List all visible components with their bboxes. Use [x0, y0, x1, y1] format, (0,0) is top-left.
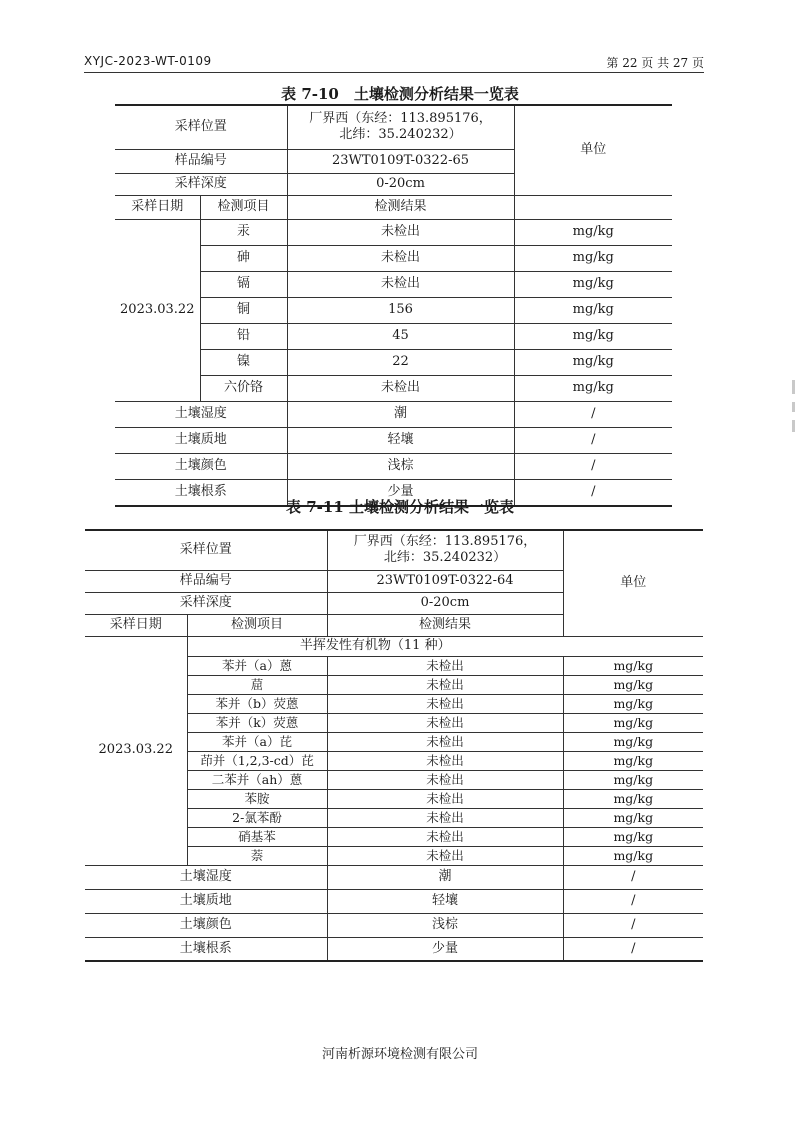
- test-result: 未检出: [287, 375, 514, 401]
- test-result: 未检出: [287, 245, 514, 271]
- test-result: 未检出: [327, 789, 563, 808]
- property-row: [115, 453, 672, 479]
- property-row: [85, 865, 703, 889]
- page-number: 第 22 页 共 27 页: [606, 56, 704, 70]
- test-item: 镉: [200, 271, 287, 297]
- unit-header: 单位: [563, 530, 703, 636]
- test-item: 铜: [200, 297, 287, 323]
- property-value: 少量: [327, 937, 563, 961]
- property-value: 轻壤: [287, 427, 514, 453]
- test-item: 硝基苯: [187, 827, 327, 846]
- test-item: 铅: [200, 323, 287, 349]
- page-header: [84, 54, 704, 72]
- property-unit: /: [563, 889, 703, 913]
- property-label: 土壤质地: [85, 889, 327, 913]
- group-title-blank: [563, 636, 703, 656]
- test-result: 未检出: [327, 694, 563, 713]
- location-label: 采样位置: [85, 530, 327, 570]
- sampling-date: 2023.03.22: [115, 219, 200, 401]
- test-unit: mg/kg: [514, 297, 672, 323]
- location-label: 采样位置: [115, 105, 287, 149]
- scan-artifact: [792, 420, 795, 432]
- result-header: 检测结果: [287, 195, 514, 219]
- property-value: 浅棕: [327, 913, 563, 937]
- test-item: 砷: [200, 245, 287, 271]
- test-unit: mg/kg: [563, 675, 703, 694]
- test-item: 萘: [187, 846, 327, 865]
- test-unit: mg/kg: [563, 732, 703, 751]
- item-header: 检测项目: [187, 614, 327, 636]
- test-unit: mg/kg: [563, 751, 703, 770]
- test-result: 45: [287, 323, 514, 349]
- property-value: 少量: [287, 479, 514, 506]
- depth-value: 0-20cm: [287, 173, 514, 195]
- test-item: 二苯并（ah）蒽: [187, 770, 327, 789]
- location-value: 厂界西（东经：113.895176， 北纬：35.240232）: [287, 105, 514, 149]
- property-unit: /: [514, 453, 672, 479]
- property-row: [115, 427, 672, 453]
- property-row: [115, 401, 672, 427]
- location-value: 厂界西（东经：113.895176， 北纬：35.240232）: [327, 530, 563, 570]
- unit-header: 单位: [514, 105, 672, 195]
- test-result: 未检出: [287, 271, 514, 297]
- property-label: 土壤根系: [85, 937, 327, 961]
- group-title: 半挥发性有机物（11 种）: [187, 636, 563, 656]
- test-result: 未检出: [327, 808, 563, 827]
- unit-header-blank: [514, 195, 672, 219]
- test-unit: mg/kg: [514, 219, 672, 245]
- test-item: 苯并（b）荧蒽: [187, 694, 327, 713]
- test-result: 未检出: [327, 770, 563, 789]
- test-unit: mg/kg: [563, 808, 703, 827]
- item-header: 检测项目: [200, 195, 287, 219]
- soil-results-table-7-11: [85, 529, 703, 962]
- date-header: 采样日期: [115, 195, 200, 219]
- test-item: 苯并（k）荧蒽: [187, 713, 327, 732]
- property-value: 潮: [327, 865, 563, 889]
- test-unit: mg/kg: [563, 694, 703, 713]
- table-caption-7-10: 表 7-10 土壤检测分析结果一览表: [281, 85, 519, 103]
- test-item: 六价铬: [200, 375, 287, 401]
- test-item: 茚并（1,2,3-cd）芘: [187, 751, 327, 770]
- test-item: 汞: [200, 219, 287, 245]
- test-item: 镍: [200, 349, 287, 375]
- test-item: 苯并（a）芘: [187, 732, 327, 751]
- depth-label: 采样深度: [85, 592, 327, 614]
- soil-results-table-7-10: [115, 104, 672, 507]
- property-value: 轻壤: [327, 889, 563, 913]
- test-unit: mg/kg: [563, 827, 703, 846]
- scan-artifact: [792, 380, 795, 394]
- depth-label: 采样深度: [115, 173, 287, 195]
- test-result: 未检出: [287, 219, 514, 245]
- company-footer: 河南析源环境检测有限公司: [321, 1047, 478, 1062]
- test-unit: mg/kg: [563, 656, 703, 675]
- date-header: 采样日期: [85, 614, 187, 636]
- property-label: 土壤湿度: [85, 865, 327, 889]
- test-result: 未检出: [327, 732, 563, 751]
- document-id: XYJC-2023-WT-0109: [84, 54, 212, 68]
- test-result: 未检出: [327, 713, 563, 732]
- sample-no-value: 23WT0109T-0322-65: [287, 149, 514, 173]
- depth-value: 0-20cm: [327, 592, 563, 614]
- property-row: [85, 889, 703, 913]
- test-unit: mg/kg: [514, 375, 672, 401]
- test-result: 未检出: [327, 827, 563, 846]
- test-unit: mg/kg: [563, 846, 703, 865]
- header-divider: [84, 72, 704, 73]
- test-unit: mg/kg: [514, 271, 672, 297]
- test-unit: mg/kg: [563, 713, 703, 732]
- property-value: 潮: [287, 401, 514, 427]
- property-label: 土壤颜色: [85, 913, 327, 937]
- property-label: 土壤根系: [115, 479, 287, 506]
- test-result: 156: [287, 297, 514, 323]
- test-item: 苯胺: [187, 789, 327, 808]
- property-unit: /: [514, 479, 672, 506]
- test-result: 未检出: [327, 675, 563, 694]
- property-unit: /: [514, 401, 672, 427]
- property-unit: /: [514, 427, 672, 453]
- sample-no-label: 样品编号: [85, 570, 327, 592]
- test-item: 苯并（a）蒽: [187, 656, 327, 675]
- sampling-date: 2023.03.22: [85, 636, 187, 865]
- test-item: 䓛: [187, 675, 327, 694]
- result-header: 检测结果: [327, 614, 563, 636]
- sample-no-label: 样品编号: [115, 149, 287, 173]
- test-unit: mg/kg: [514, 349, 672, 375]
- test-item: 2-氯苯酚: [187, 808, 327, 827]
- test-result: 未检出: [327, 846, 563, 865]
- test-result: 未检出: [327, 656, 563, 675]
- table-caption-7-11: 表 7-11 土壤检测分析结果一览表: [286, 498, 514, 516]
- property-unit: /: [563, 865, 703, 889]
- test-unit: mg/kg: [563, 789, 703, 808]
- test-unit: mg/kg: [563, 770, 703, 789]
- property-value: 浅棕: [287, 453, 514, 479]
- property-unit: /: [563, 913, 703, 937]
- test-result: 未检出: [327, 751, 563, 770]
- test-result: 22: [287, 349, 514, 375]
- sample-no-value: 23WT0109T-0322-64: [327, 570, 563, 592]
- property-row: [85, 913, 703, 937]
- test-unit: mg/kg: [514, 323, 672, 349]
- property-unit: /: [563, 937, 703, 961]
- property-label: 土壤湿度: [115, 401, 287, 427]
- property-row: [85, 937, 703, 961]
- property-label: 土壤质地: [115, 427, 287, 453]
- scan-artifact: [792, 402, 795, 412]
- table-row: [115, 219, 672, 245]
- property-label: 土壤颜色: [115, 453, 287, 479]
- test-unit: mg/kg: [514, 245, 672, 271]
